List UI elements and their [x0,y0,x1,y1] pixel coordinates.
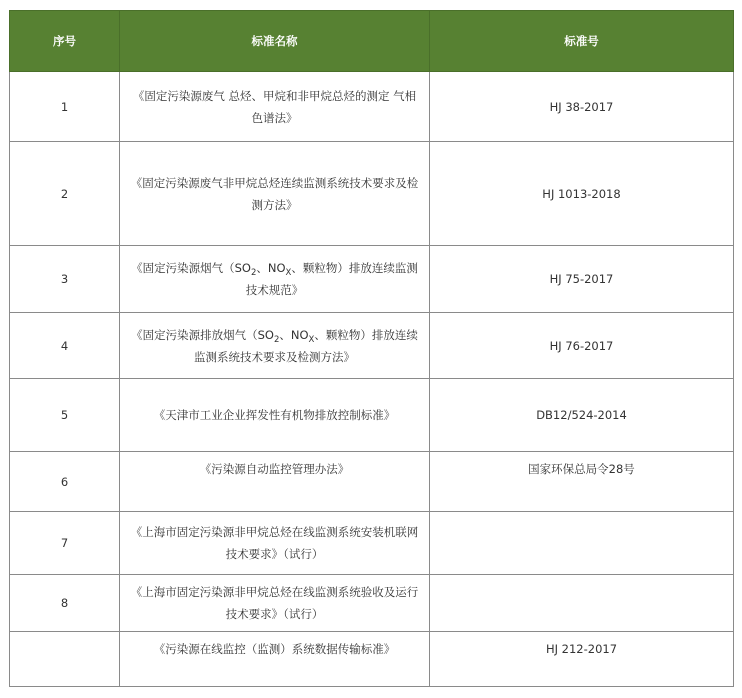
row-standard-code: HJ 212-2017 [430,632,734,687]
row-standard-code [430,575,734,632]
row-index: 7 [10,512,120,575]
row-standard-code [430,512,734,575]
row-standard-name: 《污染源自动监控管理办法》 [120,452,430,512]
row-standard-name: 《上海市固定污染源非甲烷总烃在线监测系统验收及运行技术要求》（试行） [120,575,430,632]
header-standard-code: 标准号 [430,11,734,72]
row-index: 6 [10,452,120,512]
row-standard-code: HJ 38-2017 [430,72,734,142]
row-standard-name: 《固定污染源排放烟气（$SO_2$、$NO_X$、颗粒物）排放连续监测系统技术要求及检测方法》 [120,313,430,379]
row-standard-name: 《固定污染源废气非甲烷总烃连续监测系统技术要求及检测方法》 [120,142,430,246]
table-row [10,379,734,452]
row-standard-name: 《天津市工业企业挥发性有机物排放控制标准》 [120,379,430,452]
row-standard-code: HJ 1013-2018 [430,142,734,246]
row-index: 5 [10,379,120,452]
table-header-row [10,11,734,72]
row-index: 4 [10,313,120,379]
row-standard-name: 《固定污染源废气 总烃、甲烷和非甲烷总烃的测定 气相色谱法》 [120,72,430,142]
row-standard-name: 《上海市固定污染源非甲烷总烃在线监测系统安装机联网技术要求》（试行） [120,512,430,575]
row-index: 2 [10,142,120,246]
row-index: 3 [10,246,120,313]
table-row [10,575,734,632]
header-index: 序号 [10,11,120,72]
standards-table [9,10,734,687]
table-row [10,142,734,246]
row-standard-code: DB12/524-2014 [430,379,734,452]
row-index: 1 [10,72,120,142]
table-row [10,246,734,313]
table-row [10,72,734,142]
row-standard-name: 《污染源在线监控（监测）系统数据传输标准》 [120,632,430,687]
table-row [10,452,734,512]
table-row [10,313,734,379]
table-row [10,512,734,575]
table-row [10,632,734,687]
row-standard-code: HJ 75-2017 [430,246,734,313]
row-standard-name: 《固定污染源烟气（$SO_2$、$NO_X$、颗粒物）排放连续监测技术规范》 [120,246,430,313]
row-index: 8 [10,575,120,632]
row-standard-code: 国家环保总局令28号 [430,452,734,512]
header-standard-name: 标准名称 [120,11,430,72]
row-standard-code: HJ 76-2017 [430,313,734,379]
row-index [10,632,120,687]
